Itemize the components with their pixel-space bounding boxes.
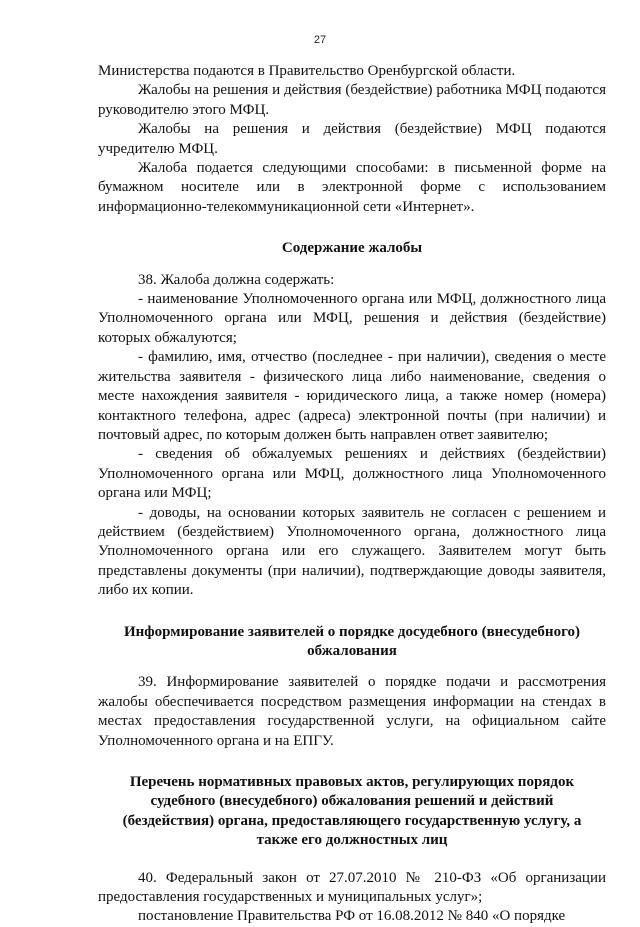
section-heading-informing: Информирование заявителей о порядке досудебного (внесудебного) обжалования <box>123 623 580 659</box>
section-heading-legal-acts: Перечень нормативных правовых актов, регулирующих порядок судебного (внесудебного) обжалования решений и действий (бездействия) органа, предоставляющего государственную услугу, а также его должностных лиц <box>122 774 582 849</box>
section-38-lead: 38. Жалоба должна содержать: <box>138 271 335 288</box>
intro-paragraph-3: Жалобы на решения и действия (бездействие) МФЦ подаются учредителю МФЦ. <box>98 121 606 157</box>
page-number: 27 <box>313 34 327 46</box>
section-40-paragraph-2: постановление Правительства РФ от 16.08.2012 № 840 «О порядке <box>138 908 566 925</box>
document-body <box>98 62 606 927</box>
intro-paragraph-2: Жалобы на решения и действия (бездействие) работника МФЦ подаются руководителю этого МФЦ. <box>98 82 606 118</box>
section-38-item-3: - сведения об обжалуемых решениях и действиях (бездействии) Уполномоченного органа или МФЦ, должностного лица Уполномоченного органа или МФЦ; <box>98 446 606 502</box>
section-40-paragraph-1: 40. Федеральный закон от 27.07.2010 № 210-ФЗ «Об организации предоставления государственных и муниципальных услуг»; <box>98 869 606 906</box>
section-38-item-1: - наименование Уполномоченного органа или МФЦ, должностного лица Уполномоченного органа или МФЦ, решения и действия (бездействие) которых обжалуются; <box>98 291 606 346</box>
section-heading-complaint-content: Содержание жалобы <box>281 240 423 257</box>
section-38-item-4: - доводы, на основании которых заявитель не согласен с решением и действием (бездействием) Уполномоченного органа, должностного лица Уполномоченного органа или его служащего. Заявителем могут быть представлены документы (при наличии), подтверждающие доводы заявителя, либо их копии. <box>98 504 606 599</box>
intro-paragraph-4: Жалоба подается следующими способами: в письменной форме на бумажном носителе или в электронной форме с использованием информационно-телекоммуникационной сети «Интернет». <box>98 160 606 215</box>
section-39-paragraph: 39. Информирование заявителей о порядке подачи и рассмотрения жалобы обеспечивается посредством размещения информации на стендах в местах предоставления государственной услуги, на официальном сайте Уполномоченного органа и на ЕПГУ. <box>98 674 606 749</box>
intro-paragraph-1: Министерства подаются в Правительство Оренбургской области. <box>98 63 516 79</box>
section-38-item-2: - фамилию, имя, отчество (последнее - при наличии), сведения о месте жительства заявителя - физического лица либо наименование, сведения о месте нахождения заявителя - юридического лица, а также номер (номера) контактного телефона, адрес (адреса) электронной почты (при наличии) и почтовый адрес, по которым должен быть направлен ответ заявителю; <box>98 349 606 443</box>
